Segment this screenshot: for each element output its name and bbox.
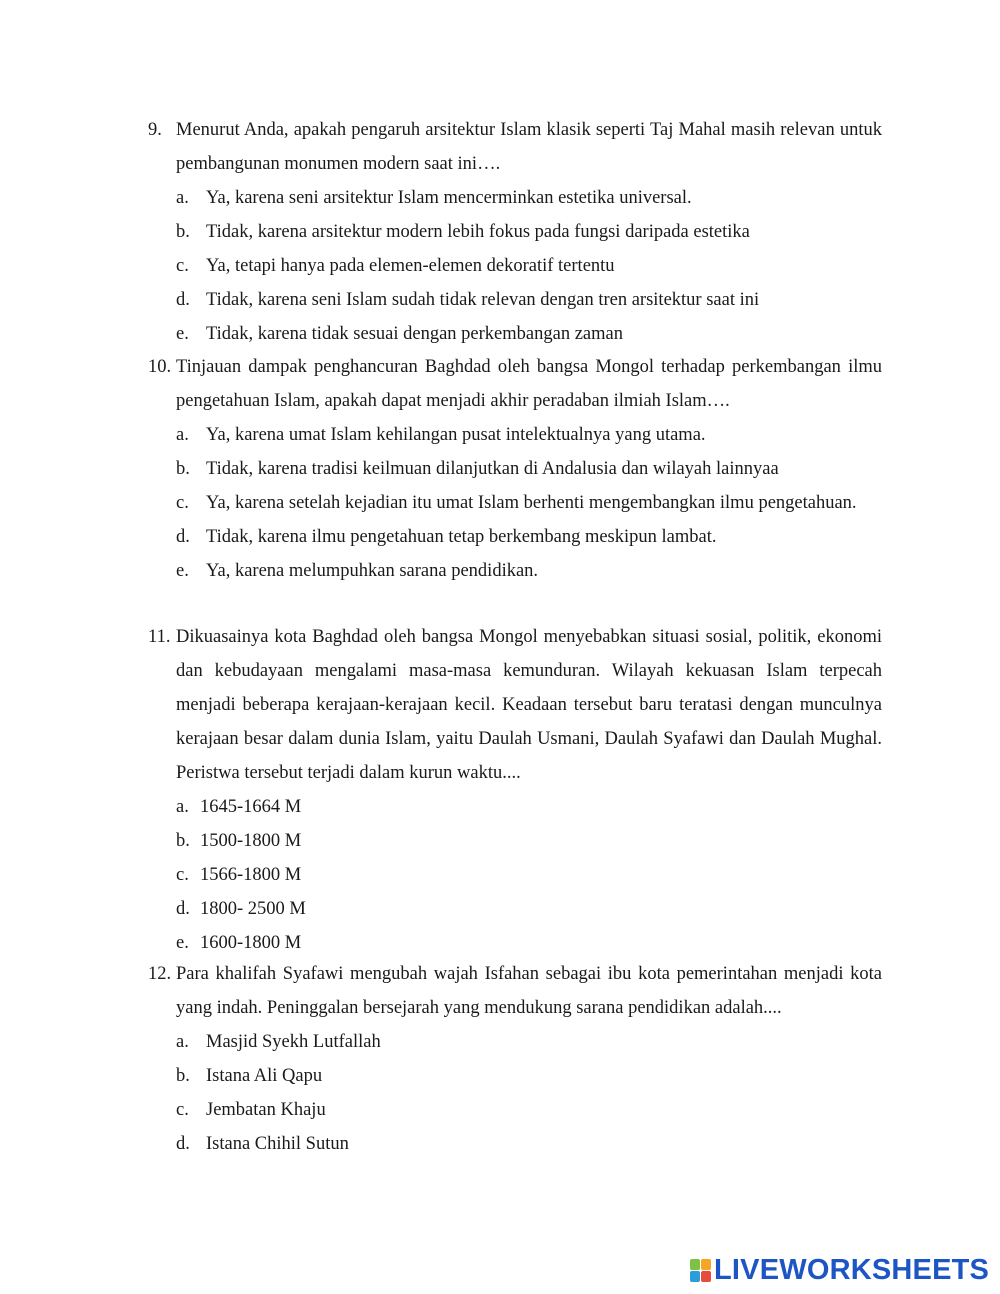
option-letter: c.: [176, 1100, 189, 1120]
option-text: Tidak, karena arsitektur modern lebih fokus pada fungsi daripada estetika: [206, 222, 750, 242]
option-letter: b.: [176, 222, 190, 242]
option-text: Ya, karena seni arsitektur Islam mencerminkan estetika universal.: [206, 188, 692, 208]
option-letter: b.: [176, 831, 190, 851]
option-letter: d.: [176, 1134, 190, 1154]
option-letter: d.: [176, 290, 190, 310]
question-text: Tinjauan dampak penghancuran Baghdad oleh bangsa Mongol terhadap perkembangan ilmu pengetahuan Islam, apakah dapat menjadi akhir peradaban ilmiah Islam….: [176, 357, 882, 411]
option-item[interactable]: [176, 824, 882, 858]
option-item[interactable]: [176, 1093, 882, 1127]
option-text: 1500-1800 M: [200, 831, 302, 851]
option-item[interactable]: [176, 452, 882, 486]
option-text: Tidak, karena seni Islam sudah tidak relevan dengan tren arsitektur saat ini: [206, 290, 760, 310]
option-item[interactable]: [176, 1025, 882, 1059]
option-item[interactable]: [176, 858, 882, 892]
option-item[interactable]: [176, 554, 882, 588]
option-text: Ya, karena setelah kejadian itu umat Islam berhenti mengembangkan ilmu pengetahuan.: [206, 493, 857, 513]
option-item[interactable]: [176, 486, 882, 520]
option-item[interactable]: [176, 926, 882, 960]
option-list: [176, 418, 882, 588]
question-10: [148, 350, 882, 588]
option-letter: e.: [176, 324, 189, 344]
option-item[interactable]: [176, 790, 882, 824]
option-letter: c.: [176, 865, 189, 885]
option-text: Ya, tetapi hanya pada elemen-elemen dekoratif tertentu: [206, 256, 615, 276]
question-12: [148, 957, 882, 1161]
option-letter: a.: [176, 425, 189, 445]
option-item[interactable]: [176, 520, 882, 554]
liveworksheets-logo[interactable]: [690, 1254, 989, 1287]
option-item[interactable]: [176, 215, 882, 249]
option-text: 1645-1664 M: [200, 797, 302, 817]
option-item[interactable]: [176, 317, 882, 351]
option-item[interactable]: [176, 418, 882, 452]
option-letter: a.: [176, 1032, 189, 1052]
question-text: Dikuasainya kota Baghdad oleh bangsa Mongol menyebabkan situasi sosial, politik, ekonomi dan kebudayaan mengalami masa-masa kemunduran. Wilayah kekuasan Islam terpecah menjadi beberapa kerajaan-kerajaan kecil. Keadaan tersebut baru teratasi dengan munculnya kerajaan besar dalam dunia Islam, yaitu Daulah Usmani, Daulah Syafawi dan Daulah Mughal. Peristwa tersebut terjadi dalam kurun waktu....: [176, 627, 882, 783]
option-letter: a.: [176, 797, 189, 817]
logo-square: [701, 1271, 711, 1282]
logo-square: [701, 1259, 711, 1270]
option-item[interactable]: [176, 249, 882, 283]
option-item[interactable]: [176, 1059, 882, 1093]
question-number: 9.: [148, 120, 162, 140]
option-item[interactable]: [176, 181, 882, 215]
option-item[interactable]: [176, 283, 882, 317]
option-letter: e.: [176, 561, 189, 581]
option-letter: b.: [176, 459, 190, 479]
option-letter: b.: [176, 1066, 190, 1086]
option-text: 1600-1800 M: [200, 933, 302, 953]
option-text: Jembatan Khaju: [206, 1100, 326, 1120]
liveworksheets-logo-icon: [690, 1259, 712, 1283]
option-item[interactable]: [176, 892, 882, 926]
option-text: Tidak, karena ilmu pengetahuan tetap berkembang meskipun lambat.: [206, 527, 717, 547]
option-text: Istana Ali Qapu: [206, 1066, 323, 1086]
option-letter: e.: [176, 933, 189, 953]
question-number: 11.: [148, 627, 171, 647]
option-letter: a.: [176, 188, 189, 208]
option-item[interactable]: [176, 1127, 882, 1161]
option-letter: d.: [176, 527, 190, 547]
question-text: Para khalifah Syafawi mengubah wajah Isfahan sebagai ibu kota pemerintahan menjadi kota yang indah. Peninggalan bersejarah yang mendukung sarana pendidikan adalah....: [176, 964, 882, 1018]
option-text: Tidak, karena tidak sesuai dengan perkembangan zaman: [206, 324, 623, 344]
option-letter: c.: [176, 493, 189, 513]
option-text: 1800- 2500 M: [200, 899, 306, 919]
option-text: Ya, karena melumpuhkan sarana pendidikan.: [206, 561, 539, 581]
logo-text: LIVEWORKSHEETS: [714, 1254, 990, 1286]
question-number: 12.: [148, 964, 172, 984]
option-letter: d.: [176, 899, 190, 919]
option-list: [176, 790, 882, 960]
question-11: [148, 620, 882, 960]
option-list: [176, 1025, 882, 1161]
option-text: Tidak, karena tradisi keilmuan dilanjutkan di Andalusia dan wilayah lainnyaa: [206, 459, 779, 479]
question-number: 10.: [148, 357, 172, 377]
question-text: Menurut Anda, apakah pengaruh arsitektur Islam klasik seperti Taj Mahal masih relevan untuk pembangunan monumen modern saat ini….: [176, 120, 882, 174]
option-text: Istana Chihil Sutun: [206, 1134, 349, 1154]
option-list: [176, 181, 882, 351]
option-text: Masjid Syekh Lutfallah: [206, 1032, 381, 1052]
logo-square: [690, 1259, 700, 1270]
question-9: [148, 113, 882, 351]
option-text: Ya, karena umat Islam kehilangan pusat intelektualnya yang utama.: [206, 425, 706, 445]
logo-square: [690, 1271, 700, 1282]
option-text: 1566-1800 M: [200, 865, 302, 885]
option-letter: c.: [176, 256, 189, 276]
